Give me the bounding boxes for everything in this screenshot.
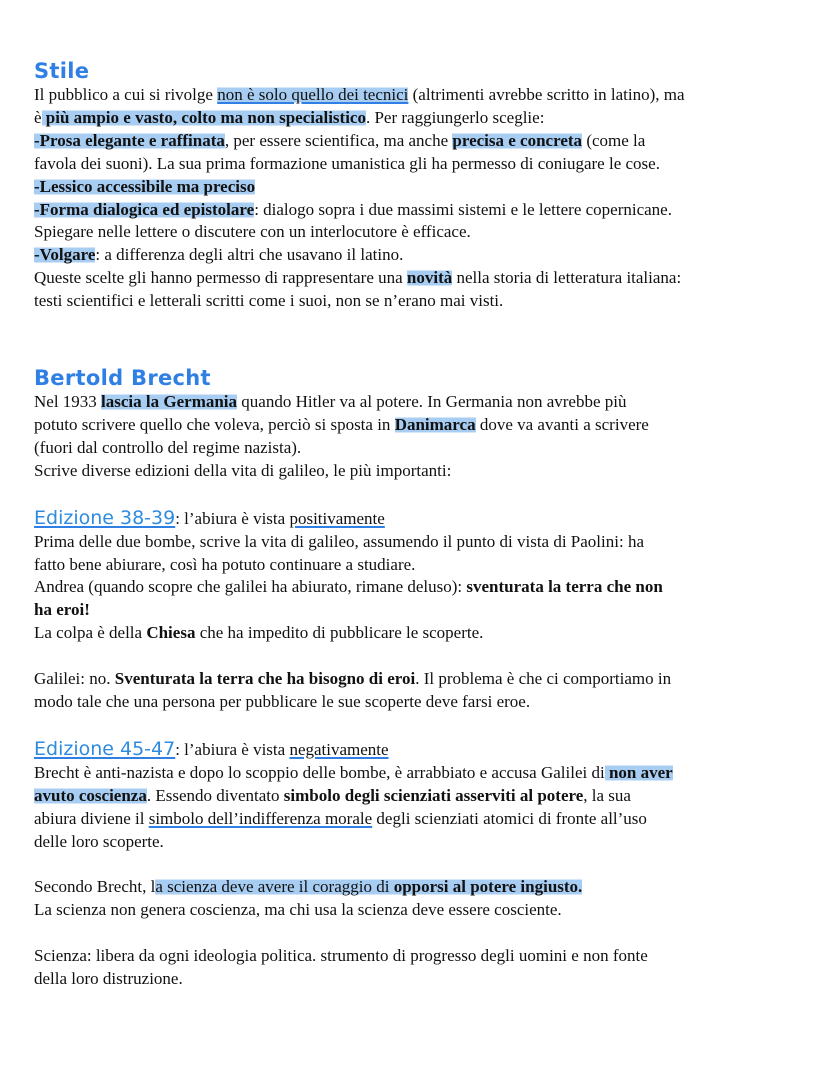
spacer: [34, 483, 804, 506]
paragraph-line: modo tale che una persona per pubblicare le sue scoperte deve farsi eroe.: [34, 692, 531, 712]
paragraph-line: [34, 668, 804, 691]
highlight: non aver: [604, 762, 673, 782]
paragraph-line: [34, 622, 804, 645]
paragraph-line: favola dei suoni). La sua prima formazione umanistica gli ha permesso di coniugare le cose.: [34, 153, 660, 173]
text-run: dove va avanti a scrivere: [475, 414, 649, 434]
text-run: degli scienziati atomici di fronte all’uso: [372, 808, 647, 828]
verdict: negativamente: [289, 739, 389, 759]
highlight: più ampio e vasto, colto ma non specialistico: [41, 107, 366, 127]
heading-stile: Stile: [34, 59, 90, 83]
spacer: [34, 922, 804, 945]
paragraph-line: [34, 244, 804, 267]
highlight: avuto coscienza: [34, 785, 147, 805]
paragraph-line: fatto bene abiurare, così ha potuto continuare a studiare.: [34, 554, 416, 574]
text-run: (come la: [582, 130, 646, 150]
bold-run: sventurata la terra che non: [466, 577, 663, 597]
text-run: Secondo Brecht, l: [34, 877, 156, 897]
highlight: opporsi al potere ingiusto.: [393, 877, 583, 897]
paragraph-line: [34, 107, 804, 130]
section-edizione-38-39: [34, 506, 804, 714]
text-run: è: [34, 107, 42, 127]
paragraph-line: Spiegare nelle lettere o discutere con un interlocutore è efficace.: [34, 222, 471, 242]
spacer: [34, 645, 804, 668]
paragraph-line: [34, 267, 804, 290]
paragraph-line: testi scientifici e letterali scritti come i suoi, non se n’erano mai visti.: [34, 291, 504, 311]
section-edizione-45-47: [34, 737, 804, 991]
paragraph-line: [34, 785, 804, 808]
spacer: [34, 313, 804, 365]
heading-brecht: Bertold Brecht: [34, 366, 211, 391]
paragraph-line: [34, 414, 804, 437]
text-run: (altrimenti avrebbe scritto in latino), ma: [408, 85, 685, 104]
paragraph-line: [34, 84, 804, 107]
bold-run: simbolo degli scienziati asserviti al potere: [283, 785, 584, 805]
highlight: lascia la Germania: [101, 392, 238, 412]
text-run: . Essendo diventato: [146, 785, 284, 805]
paragraph-line: [34, 391, 804, 414]
subheading-line: [34, 506, 804, 531]
bold-run: Sventurata la terra che ha bisogno di eroi: [114, 669, 416, 689]
bold-run: ha eroi!: [34, 600, 90, 620]
subheading-edizione-38-39: Edizione 38-39: [34, 506, 176, 529]
text-run: quando Hitler va al potere. In Germania non avrebbe più: [237, 392, 627, 412]
bold-run: Chiesa: [146, 623, 196, 643]
spacer: [34, 714, 804, 737]
text-run: La colpa è della: [34, 623, 147, 643]
text-run: , per essere scientifica, ma anche: [224, 130, 453, 150]
subheading-edizione-45-47: Edizione 45-47: [34, 737, 176, 760]
underlined-phrase: simbolo dell’indifferenza morale: [148, 808, 373, 828]
text-run: , la sua: [583, 785, 631, 805]
highlight: Danimarca: [394, 414, 476, 434]
text-run: Il pubblico a cui si rivolge: [34, 85, 218, 104]
spacer: [34, 853, 804, 876]
paragraph-line: delle loro scoperte.: [34, 831, 164, 851]
paragraph-line: [34, 876, 804, 899]
paragraph-line: Scrive diverse edizioni della vita di galileo, le più importanti:: [34, 460, 452, 480]
highlight: novità: [406, 268, 453, 288]
paragraph-line: [34, 176, 804, 199]
text-run: : l’abiura è vista: [175, 508, 290, 528]
paragraph-line: [34, 199, 804, 222]
text-run: Brecht è anti-nazista e dopo lo scoppio delle bombe, è arrabbiato e accusa Galilei di: [34, 762, 605, 782]
section-stile: [34, 84, 804, 313]
text-run: nella storia di letteratura italiana:: [452, 268, 682, 288]
paragraph-line: [34, 762, 804, 785]
text-run: Andrea (quando scopre che galilei ha abiurato, rimane deluso):: [34, 577, 467, 597]
subheading-line: [34, 737, 804, 762]
highlight: a scienza deve avere il coraggio di: [155, 877, 394, 897]
highlight: -Lessico accessibile ma preciso: [34, 176, 256, 196]
highlight: -Forma dialogica ed epistolare: [34, 199, 255, 219]
text-run: Nel 1933: [34, 392, 102, 412]
section-brecht: [34, 391, 804, 483]
text-run: che ha impedito di pubblicare le scoperte.: [195, 623, 484, 643]
text-run: : l’abiura è vista: [175, 739, 290, 759]
text-run: potuto scrivere quello che voleva, perciò si sposta in: [34, 414, 395, 434]
paragraph-line: Scienza: libera da ogni ideologia politica. strumento di progresso degli uomini e non fonte: [34, 946, 648, 966]
text-run: . Il problema è che ci comportiamo in: [415, 669, 672, 689]
highlight: -Volgare: [34, 245, 96, 265]
paragraph-line: Prima delle due bombe, scrive la vita di galileo, assumendo il punto di vista di Paolini: ha: [34, 531, 644, 551]
paragraph-line: [34, 599, 804, 622]
paragraph-line: [34, 808, 804, 831]
text-run: . Per raggiungerlo sceglie:: [365, 107, 545, 127]
text-run: Queste scelte gli hanno permesso di rappresentare una: [34, 268, 407, 288]
text-run: : dialogo sopra i due massimi sistemi e le lettere copernicane.: [254, 199, 672, 219]
paragraph-line: [34, 130, 804, 153]
paragraph-line: [34, 576, 804, 599]
highlight: non è solo quello dei tecnici: [217, 85, 409, 104]
text-run: Galilei: no.: [34, 669, 115, 689]
highlight: -Prosa elegante e raffinata: [34, 130, 225, 150]
paragraph-line: La scienza non genera coscienza, ma chi usa la scienza deve essere cosciente.: [34, 900, 562, 920]
verdict: positivamente: [289, 508, 385, 528]
highlight: precisa e concreta: [452, 130, 583, 150]
paragraph-line: della loro distruzione.: [34, 969, 183, 989]
text-run: abiura diviene il: [34, 808, 149, 828]
paragraph-line: (fuori dal controllo del regime nazista).: [34, 437, 302, 457]
text-run: : a differenza degli altri che usavano il latino.: [95, 245, 404, 265]
